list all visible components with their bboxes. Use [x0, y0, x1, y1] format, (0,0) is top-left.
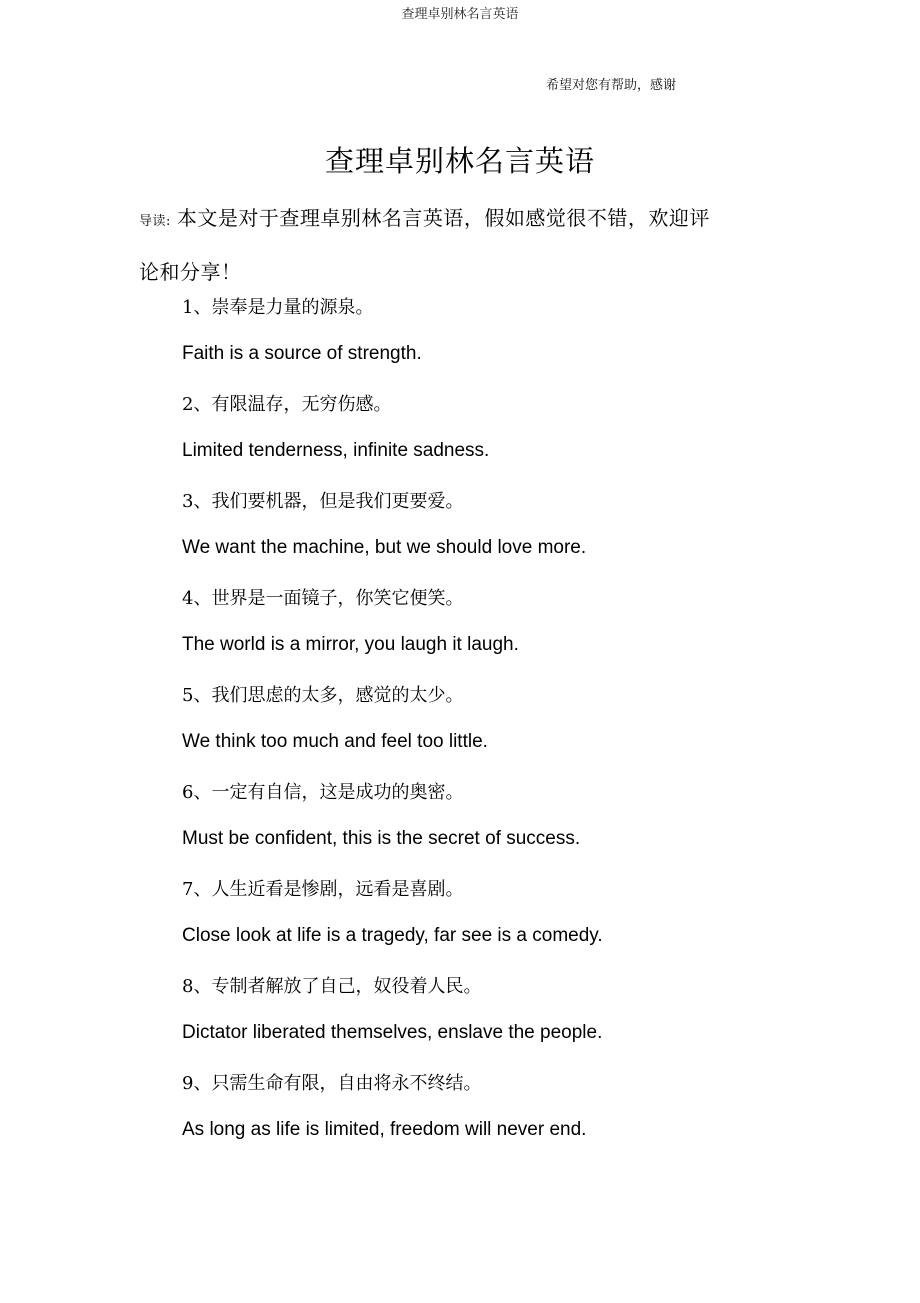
quote-item: [182, 486, 822, 583]
intro-label: 导读:: [139, 214, 171, 229]
quote-item: [182, 1068, 822, 1165]
quote-chinese: 9、只需生命有限，自由将永不终结。: [182, 1073, 482, 1094]
quote-chinese: 1、崇奉是力量的源泉。: [182, 297, 374, 318]
quote-list: [182, 292, 822, 1165]
quote-item: [182, 292, 822, 389]
quote-item: [182, 583, 822, 680]
quote-english: Limited tenderness, infinite sadness.: [182, 440, 490, 461]
quote-item: [182, 389, 822, 486]
quote-chinese: 2、有限温存，无穷伤感。: [182, 394, 392, 415]
quote-item: [182, 777, 822, 874]
quote-chinese: 4、世界是一面镜子，你笑它便笑。: [182, 588, 464, 609]
quote-english: As long as life is limited, freedom will never end.: [182, 1119, 587, 1140]
quote-english: Dictator liberated themselves, enslave the people.: [182, 1022, 603, 1043]
quote-english: We think too much and feel too little.: [182, 731, 488, 752]
thanks-note: 希望对您有帮助，感谢: [546, 78, 677, 93]
quote-item: [182, 971, 822, 1068]
quote-item: [182, 680, 822, 777]
intro-paragraph: [139, 193, 719, 297]
quote-english: Close look at life is a tragedy, far see is a comedy.: [182, 925, 603, 946]
intro-text: 本文是对于查理卓别林名言英语，假如感觉很不错，欢迎评论和分享！: [139, 206, 710, 284]
quote-item: [182, 874, 822, 971]
quote-chinese: 5、我们思虑的太多，感觉的太少。: [182, 685, 464, 706]
quote-english: The world is a mirror, you laugh it laugh.: [182, 634, 519, 655]
quote-english: We want the machine, but we should love more.: [182, 537, 587, 558]
quote-chinese: 6、一定有自信，这是成功的奥密。: [182, 782, 464, 803]
quote-english: Must be confident, this is the secret of success.: [182, 828, 581, 849]
quote-chinese: 3、我们要机器，但是我们更要爱。: [182, 491, 464, 512]
quote-chinese: 7、人生近看是惨剧，远看是喜剧。: [182, 879, 464, 900]
quote-english: Faith is a source of strength.: [182, 343, 422, 364]
page-title: 查理卓别林名言英语: [324, 144, 595, 178]
quote-chinese: 8、专制者解放了自己，奴役着人民。: [182, 976, 482, 997]
running-header: 查理卓别林名言英语: [401, 7, 519, 22]
